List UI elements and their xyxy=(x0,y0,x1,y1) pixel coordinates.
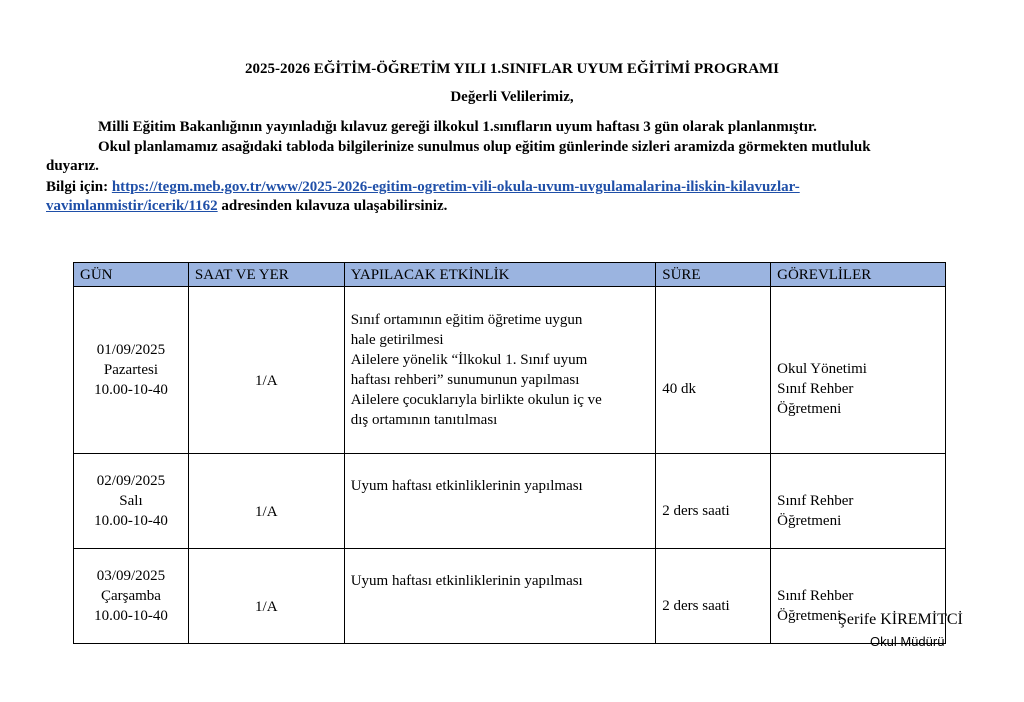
staff-line: Okul Yönetimi xyxy=(777,361,867,377)
place-cell: 1/A xyxy=(188,549,344,644)
staff-cell xyxy=(771,549,946,644)
intro-paragraph: Milli Eğitim Bakanlığının yayınladığı kılavuz gereği ilkokul 1.sınıfların uyum haftası 3 gün olarak planlanmıştır. xyxy=(98,119,817,135)
header-day: GÜN xyxy=(74,263,189,287)
activity-line: haftası rehberi” sunumunun yapılması xyxy=(350,372,580,388)
header-staff: GÖREVLİLER xyxy=(771,263,946,287)
greeting: Değerli Velilerimiz, xyxy=(450,89,574,105)
duration-cell: 2 ders saati xyxy=(656,549,771,644)
weekday: Çarşamba xyxy=(100,588,161,604)
staff-cell xyxy=(771,287,946,454)
header-time-place: SAAT VE YER xyxy=(188,263,344,287)
weekday: Pazartesi xyxy=(103,362,159,378)
staff-cell xyxy=(771,454,946,549)
activity-line: dış ortamının tanıtılması xyxy=(350,412,498,428)
staff-line: Sınıf Rehber xyxy=(777,381,854,397)
weekday: Salı xyxy=(119,493,143,509)
table-row xyxy=(74,549,946,644)
day-cell xyxy=(74,287,189,454)
signature-title: Okul Müdürü xyxy=(870,634,945,649)
activity-cell xyxy=(344,549,656,644)
staff-line: Sınıf Rehber xyxy=(777,588,854,604)
activity-line: Uyum haftası etkinliklerinin yapılması xyxy=(350,573,583,589)
activity-line: Ailelere çocuklarıyla birlikte okulun iç ve xyxy=(350,392,602,408)
info-paragraph xyxy=(46,178,926,216)
info-prefix: Bilgi için: xyxy=(46,179,109,195)
time: 10.00-10-40 xyxy=(94,382,168,398)
signature-name: Şerife KİREMİTCİ xyxy=(838,611,963,628)
activity-cell xyxy=(344,287,656,454)
info-suffix: adresinden kılavuza ulaşabilirsiniz. xyxy=(217,198,448,214)
schedule-table xyxy=(73,262,946,644)
day-cell xyxy=(74,454,189,549)
staff-line: Sınıf Rehber xyxy=(777,493,854,509)
place-cell: 1/A xyxy=(188,287,344,454)
table-header-row xyxy=(74,263,946,287)
table-row xyxy=(74,454,946,549)
date: 02/09/2025 xyxy=(96,473,166,489)
time: 10.00-10-40 xyxy=(94,608,168,624)
staff-line: Öğretmeni xyxy=(777,513,842,529)
header-activity: YAPILACAK ETKİNLİK xyxy=(344,263,656,287)
activity-cell xyxy=(344,454,656,549)
duration-cell: 2 ders saati xyxy=(656,454,771,549)
date: 01/09/2025 xyxy=(96,342,166,358)
document-title: 2025-2026 EĞİTİM-ÖĞRETİM YILI 1.SINIFLAR UYUM EĞİTİMİ PROGRAMI xyxy=(244,61,780,77)
guide-link[interactable]: https://tegm.meb.gov.tr/www/2025-2026-egitim-ogretim-vili-okula-uvum-uvgulamalarina-iliskin-kilavuzlar-vavimlanmistir/icerik/1162 xyxy=(46,179,800,214)
duration-cell: 40 dk xyxy=(656,287,771,454)
table-row xyxy=(74,287,946,454)
staff-line: Öğretmeni xyxy=(777,401,842,417)
activity-line: Sınıf ortamının eğitim öğretime uygun xyxy=(350,312,583,328)
date: 03/09/2025 xyxy=(96,568,166,584)
activity-line: hale getirilmesi xyxy=(350,332,444,348)
time: 10.00-10-40 xyxy=(94,513,168,529)
place-cell: 1/A xyxy=(188,454,344,549)
day-cell xyxy=(74,549,189,644)
staff-line: Öğretmeni xyxy=(777,608,842,624)
activity-line: Uyum haftası etkinliklerinin yapılması xyxy=(350,478,583,494)
header-duration: SÜRE xyxy=(656,263,771,287)
plan-paragraph: Okul planlamamız asağıdaki tabloda bilgilerinize sunulmus olup eğitim günlerinde sizleri aramizda görmekten mutluluk duyarız. xyxy=(46,139,871,174)
activity-line: Ailelere yönelik “İlkokul 1. Sınıf uyum xyxy=(350,352,588,368)
